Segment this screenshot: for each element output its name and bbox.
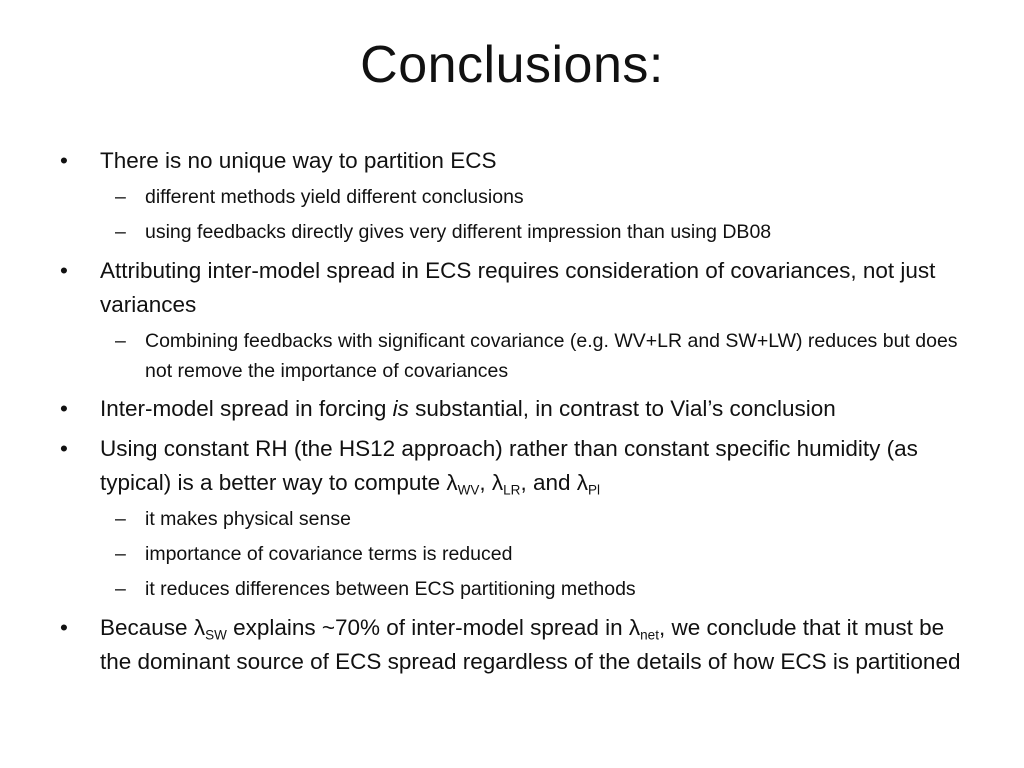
dash-marker: – <box>115 330 126 352</box>
slide-title: Conclusions: <box>360 36 664 94</box>
emphasis-text: is <box>392 396 409 421</box>
sub-bullet-item <box>115 217 980 248</box>
bullet-text-part: Because <box>100 615 194 640</box>
bullet-item <box>60 392 980 426</box>
subscript-pl: Pl <box>587 482 600 498</box>
sub-bullet-text: it reduces differences between ECS partitioning methods <box>145 578 636 600</box>
bullet-marker: • <box>60 396 68 421</box>
bullet-list <box>60 144 980 679</box>
sub-bullet-item <box>115 539 980 570</box>
sub-bullet-text: importance of covariance terms is reduced <box>145 543 513 565</box>
dash-marker: – <box>115 186 126 208</box>
sub-bullet-item <box>115 182 980 213</box>
lambda-symbol: λ <box>576 470 588 495</box>
bullet-marker: • <box>60 148 68 173</box>
bullet-marker: • <box>60 615 68 640</box>
bullet-item <box>60 432 980 500</box>
separator: , and <box>520 470 577 495</box>
bullet-item <box>60 254 980 322</box>
sub-bullet-text: it makes physical sense <box>145 508 351 530</box>
lambda-symbol: λ <box>193 615 206 640</box>
bullet-item <box>60 144 980 178</box>
sub-bullet-item <box>115 574 980 605</box>
sub-bullet-text: using feedbacks directly gives very different impression than using DB08 <box>145 221 772 243</box>
bullet-text-after: substantial, in contrast to Vial’s conclusion <box>408 396 836 421</box>
sub-bullet-item <box>115 326 980 386</box>
dash-marker: – <box>115 578 126 600</box>
bullet-text-before: Using constant RH (the HS12 approach) rather than constant specific humidity (as typical) is a better way to compute <box>100 436 918 495</box>
lambda-symbol: λ <box>491 470 504 495</box>
bullet-text-part: , we conclude that it must be the dominant source of ECS spread regardless of the details of how ECS is partitioned <box>100 615 961 674</box>
bullet-text: There is no unique way to partition ECS <box>100 148 497 173</box>
subscript-lr: LR <box>503 482 521 498</box>
lambda-symbol: λ <box>628 615 641 640</box>
dash-marker: – <box>115 508 126 530</box>
subscript-wv: WV <box>457 482 480 498</box>
sub-bullet-text: different methods yield different conclusions <box>145 186 524 208</box>
bullet-text-before: Inter-model spread in forcing <box>100 396 393 421</box>
dash-marker: – <box>115 221 126 243</box>
lambda-symbol: λ <box>446 470 458 495</box>
bullet-text-part: explains ~70% of inter-model spread in <box>226 615 629 640</box>
sub-bullet-item <box>115 504 980 535</box>
bullet-text: Attributing inter-model spread in ECS requires consideration of covariances, not just variances <box>100 258 936 317</box>
dash-marker: – <box>115 543 126 565</box>
bullet-marker: • <box>60 258 68 283</box>
bullet-marker: • <box>60 436 68 461</box>
separator: , <box>479 470 492 495</box>
bullet-item <box>60 611 980 679</box>
subscript-sw: SW <box>205 627 227 643</box>
sub-bullet-text: Combining feedbacks with significant covariance (e.g. WV+LR and SW+LW) reduces but does not remove the importance of covariances <box>145 330 958 382</box>
subscript-net: net <box>640 627 659 643</box>
